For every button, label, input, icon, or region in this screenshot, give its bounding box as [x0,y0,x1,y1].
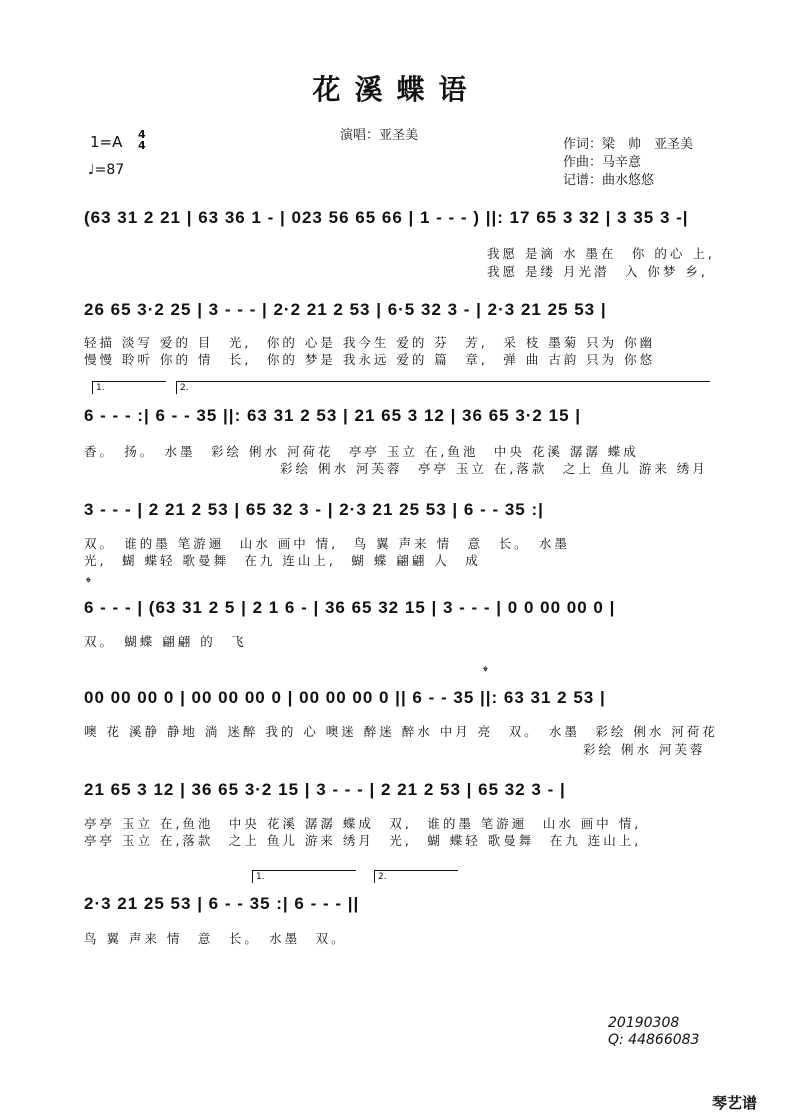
lyric-line: 我愿 是缕 月光潜 入 你梦 乡, [487,264,708,279]
lyric-line: 轻描 淡写 爱的 目 光, 你的 心是 我今生 爱的 芬 芳, 采 枝 墨菊 只为 你幽 [84,335,656,350]
notation-line: 6 - - - :| 6 - - 35 ||: 63 31 2 53 | 21 65 3 12 | 36 65 3·2 15 | [84,406,582,425]
lyric-line: 亭亭 玉立 在,鱼池 中央 花溪 潺潺 蝶成 双, 谁的墨 笔游逦 山水 画中 情, [84,816,642,831]
lyric-line: 彩绘 俐水 河芙蓉 [583,742,706,757]
lyricist: 作词：梁 帅 亚圣美 [563,137,694,152]
composer: 作曲：马辛意 [563,155,642,170]
time-signature: 4 4 [138,128,146,152]
lyric-line: 鸟 翼 声来 情 意 长。 水墨 双。 [84,931,347,946]
notation-line: 2·3 21 25 53 | 6 - - 35 :| 6 - - - || [84,894,360,913]
notation-line: 26 65 3·2 25 | 3 - - - | 2·2 21 2 53 | 6·5 32 3 - | 2·3 21 25 53 | [84,300,607,319]
transcriber: 记谱：曲水悠悠 [563,173,655,188]
segno-icon: 𝄌 [86,575,91,591]
lyric-line: 亭亭 玉立 在,落款 之上 鱼儿 游来 绣月 光, 蝴 蝶轻 歌曼舞 在九 连山上, [84,833,642,848]
volta-2: 2. [374,870,458,883]
notation-line: 00 00 00 0 | 00 00 00 0 | 00 00 00 0 || 6 - - 35 ||: 63 31 2 53 | [84,688,606,707]
notation-line: 3 - - - | 2 21 2 53 | 65 32 3 - | 2·3 21 25 53 | 6 - - 35 :| [84,500,544,519]
date-stamp: 20190308 [608,1015,680,1031]
lyric-line: 我愿 是滴 水 墨在 你 的心 上, [487,246,715,261]
key-signature: 1=A [90,133,123,151]
song-title: 花溪蝶语 [312,73,481,106]
volta-1: 1. [92,381,166,394]
volta-1: 1. [252,870,356,883]
lyric-line: 光, 蝴 蝶轻 歌曼舞 在九 连山上, 蝴 蝶 翩翩 人 成 [84,553,481,568]
notation-line: (63 31 2 21 | 63 36 1 - | 023 56 65 66 | 1 - - - ) ||: 17 65 3 32 | 3 35 3 -| [84,208,689,227]
notation-line: 21 65 3 12 | 36 65 3·2 15 | 3 - - - | 2 21 2 53 | 65 32 3 - | [84,780,566,799]
lyric-line: 香。 扬。 水墨 彩绘 俐水 河荷花 亭亭 玉立 在,鱼池 中央 花溪 潺潺 蝶成 [84,444,639,459]
volta-2: 2. [176,381,710,394]
lyric-line: 彩绘 俐水 河芙蓉 亭亭 玉立 在,落款 之上 鱼儿 游来 绣月 [280,461,708,476]
lyric-line: 双。 谁的墨 笔游逦 山水 画中 情, 鸟 翼 声来 情 意 长。 水墨 [84,536,570,551]
tempo: ♩=87 [88,162,125,178]
lyric-line: 双。 蝴蝶 翩翩 的 飞 [84,634,247,649]
singer: 演唱：亚圣美 [340,128,419,143]
lyric-line: 噢 花 溪静 静地 淌 迷醉 我的 心 噢迷 醉迷 醉水 中月 亮 双。 水墨 彩绘 俐水 河荷花 [84,724,718,739]
segno-icon: 𝄌 [483,664,488,680]
notation-line: 6 - - - | (63 31 2 5 | 2 1 6 - | 36 65 32 15 | 3 - - - | 0 0 00 00 0 | [84,598,616,617]
qq-number: Q: 44866083 [608,1032,700,1048]
site-logo: 琴艺谱 [712,1094,758,1112]
lyric-line: 慢慢 聆听 你的 情 长, 你的 梦是 我永远 爱的 篇 章, 弹 曲 古韵 只为 你悠 [84,352,656,367]
